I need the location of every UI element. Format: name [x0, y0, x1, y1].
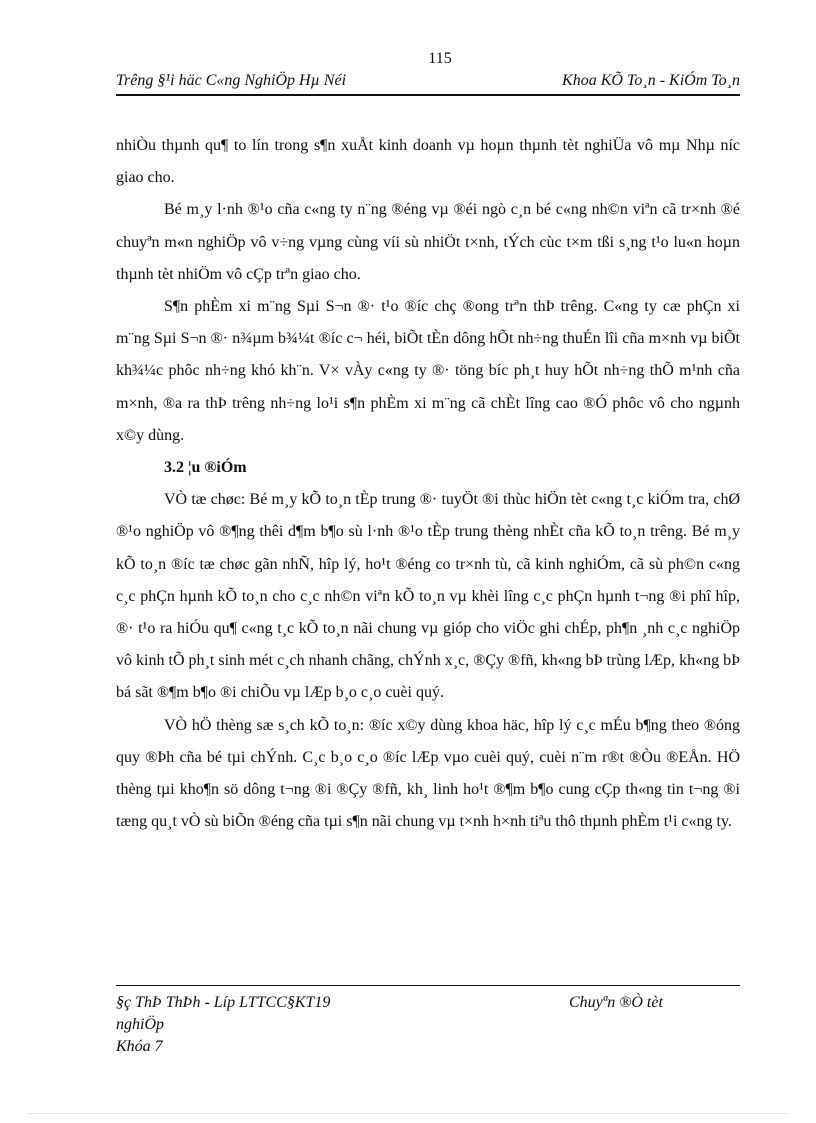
page-header: [116, 70, 740, 96]
section-heading: 3.2 ¦u ®iÓm: [164, 459, 247, 477]
footer-course: Khóa 7: [116, 1038, 163, 1055]
paragraph-3: S¶n phÈm xi m¨ng Sµi S¬n ®· t¹o ®íc chç ®ong trªn thÞ trêng. C«ng ty cæ phÇn xi m¨ng Sµi S¬n ®· n¾µm b¾¼t ®íc c¬ héi, biÕt tÈn dông hÕt nh÷ng thuÉn lîi cña m×nh vµ biÕt kh¾¼c phôc nh÷ng khó kh¨n. V× vÀy c«ng ty ®· töng bíc ph¸t huy hÕt nh÷ng thÕ m¹nh cña m×nh, ®a ra thÞ trêng nh÷ng lo¹i s¶n phÈm xi m¨ng cã chÈt lîng cao ®Ó phôc vô cho ngµnh x©y dùng.: [116, 298, 740, 444]
page-number: 115: [428, 50, 452, 67]
paragraph-1: nhiÒu thµnh qu¶ to lín trong s¶n xuÅt kinh doanh vµ hoµn thµnh tèt nghiÜa vô mµ Nhµ níc giao cho.: [116, 137, 740, 187]
header-university: Trêng §¹i häc C«ng NghiÖp Hµ Néi: [116, 72, 347, 89]
header-department: Khoa KÕ To¸n - KiÓm To¸n: [562, 72, 740, 89]
page-footer: [116, 985, 740, 1058]
paragraph-5: VÒ hÖ thèng sæ s¸ch kÕ to¸n: ®íc x©y dùng khoa häc, hîp lý c¸c mÉu b¶ng theo ®óng quy ®Þh cña bé tµi chÝnh. C¸c b¸o c¸o ®íc lÆp vµo cuèi quý, cuèi n¨m r®t ®Òu ®EÅn. HÖ thèng tµi kho¶n sö dông t¬ng ®i ®Çy ®fñ, kh¸ linh ho¹t ®¶m b¶o cung cÇp th«ng tin t¬ng ®i tæng qu¸t vÒ sù biÕn ®éng cña tµi s¶n nãi chung vµ t×nh h×nh tiªu thô thµnh phÈm t¹i c«ng ty.: [116, 716, 740, 831]
footer-title: Chuyªn ®Ò tèt: [569, 994, 663, 1011]
body-text: [116, 130, 740, 838]
paragraph-2: Bé m¸y l·nh ®¹o cña c«ng ty n¨ng ®éng vµ ®éi ngò c¸n bé c«ng nh©n viªn cã tr×nh ®é chuyªn m«n nghiÖp vô v÷ng vµng cùng víi sù nhiÖt t×nh, tÝch cùc t×m tßi s¸ng t¹o lu«n hoµn thµnh tèt nhiÖm vô cÇp trªn giao cho.: [116, 201, 740, 283]
page-bottom-rule: [28, 1113, 788, 1114]
paragraph-4: VÒ tæ chøc: Bé m¸y kÕ to¸n tÈp trung ®· tuyÖt ®i thùc hiÖn tèt c«ng t¸c kiÓm tra, chØ ®¹o nghiÖp vô ®¶ng thêi d¶m b¶o sù l·nh ®¹o tÈp trung thèng nhÈt cña kÕ to¸n trêng. Bé m¸y kÕ to¸n ®íc tæ chøc gãn nhÑ, hîp lý, ho¹t ®éng co tr×nh tù, cã kinh nghiÓm, cã sù ph©n c«ng c¸c phÇn hµnh kÕ to¸n cho c¸c nh©n viªn kÕ to¸n vµ khèi lîng c¸c phÇn hµnh t¬ng ®i phî hîp, ®· t¹o ra hiÓu qu¶ c«ng t¸c kÕ to¸n nãi chung vµ gióp cho viÖc ghi chÉp, ph¶n ¸nh c¸c nghiÖp vô kinh tÕ ph¸t sinh mét c¸ch nhanh chãng, chÝnh x¸c, ®Çy ®fñ, kh«ng bÞ trùng lÆp, kh«ng bÞ bá sãt ®¶m b¶o ®i chiÕu vµ lÆp b¸o c¸o cuèi quý.: [116, 491, 740, 702]
footer-row: [116, 992, 740, 1014]
footer-title-continuation: nghiÖp: [116, 1016, 164, 1033]
footer-author: §ç ThÞ ThÞh - Líp LTTCC§KT19: [116, 994, 331, 1011]
